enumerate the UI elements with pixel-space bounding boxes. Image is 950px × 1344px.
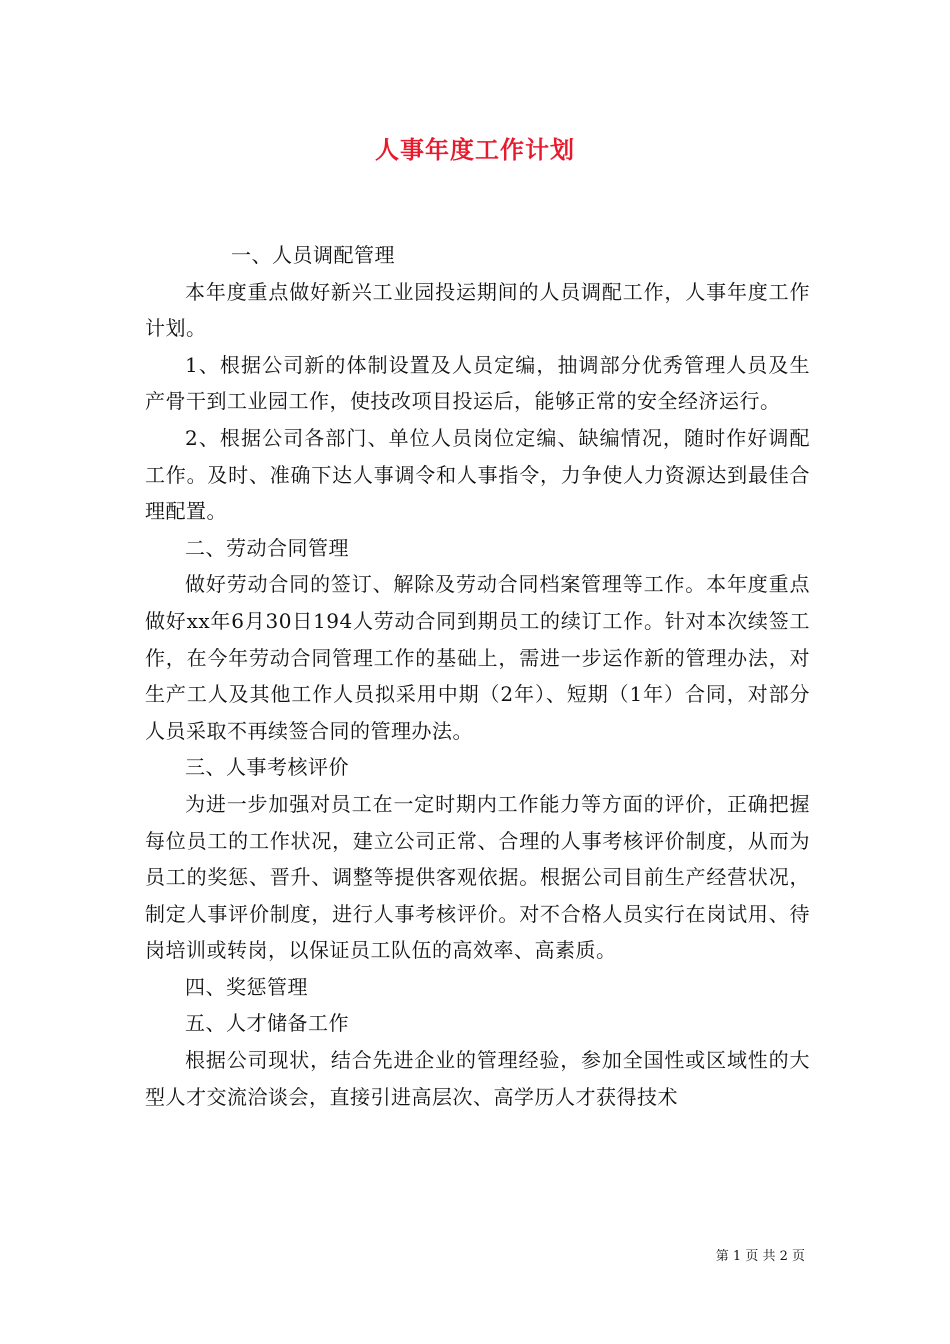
paragraph-allocation-item-2: 2、根据公司各部门、单位人员岗位定编、缺编情况，随时作好调配工作。及时、准确下达人事调令和人事指令，力争使人力资源达到最佳合理配置。 [145,425,810,524]
section-heading-rewards: 四、奖惩管理 [185,974,308,999]
paragraph-labor-contract: 做好劳动合同的签订、解除及劳动合同档案管理等工作。本年度重点做好xx年6月30日194人劳动合同到期员工的续订工作。针对本次续签工作，在今年劳动合同管理工作的基础上，需进一步运作新的管理办法，对生产工人及其他工作人员拟采用中期（2年）、短期（1年）合同，对部分人员采取不再续签合同的管理办法。 [145,572,810,743]
page-number: 第 1 页 共 2 页 [715,1249,805,1264]
document-title: 人事年度工作计划 [375,135,575,164]
section-heading-talent-reserve: 五、人才储备工作 [185,1011,349,1036]
paragraph-allocation-item-1: 1、根据公司新的体制设置及人员定编，抽调部分优秀管理人员及生产骨干到工业园工作，使技改项目投运后，能够正常的安全经济运行。 [145,352,810,414]
section-heading-personnel-allocation: 一、人员调配管理 [231,243,395,267]
document-body [145,237,810,1115]
paragraph-allocation-focus: 本年度重点做好新兴工业园投运期间的人员调配工作，人事年度工作计划。 [145,279,810,341]
section-heading-labor-contract: 二、劳动合同管理 [185,535,349,560]
paragraph-talent-reserve: 根据公司现状，结合先进企业的管理经验，参加全国性或区域性的大型人才交流洽谈会，直接引进高层次、高学历人才获得技术 [145,1048,810,1109]
section-heading-assessment: 三、人事考核评价 [185,755,349,780]
paragraph-assessment: 为进一步加强对员工在一定时期内工作能力等方面的评价，正确把握每位员工的工作状况，建立公司正常、合理的人事考核评价制度，从而为员工的奖惩、晋升、调整等提供客观依据。根据公司目前生产经营状况，制定人事评价制度，进行人事考核评价。对不合格人员实行在岗试用、待岗培训或转岗，以保证员工队伍的高效率、高素质。 [145,791,810,963]
